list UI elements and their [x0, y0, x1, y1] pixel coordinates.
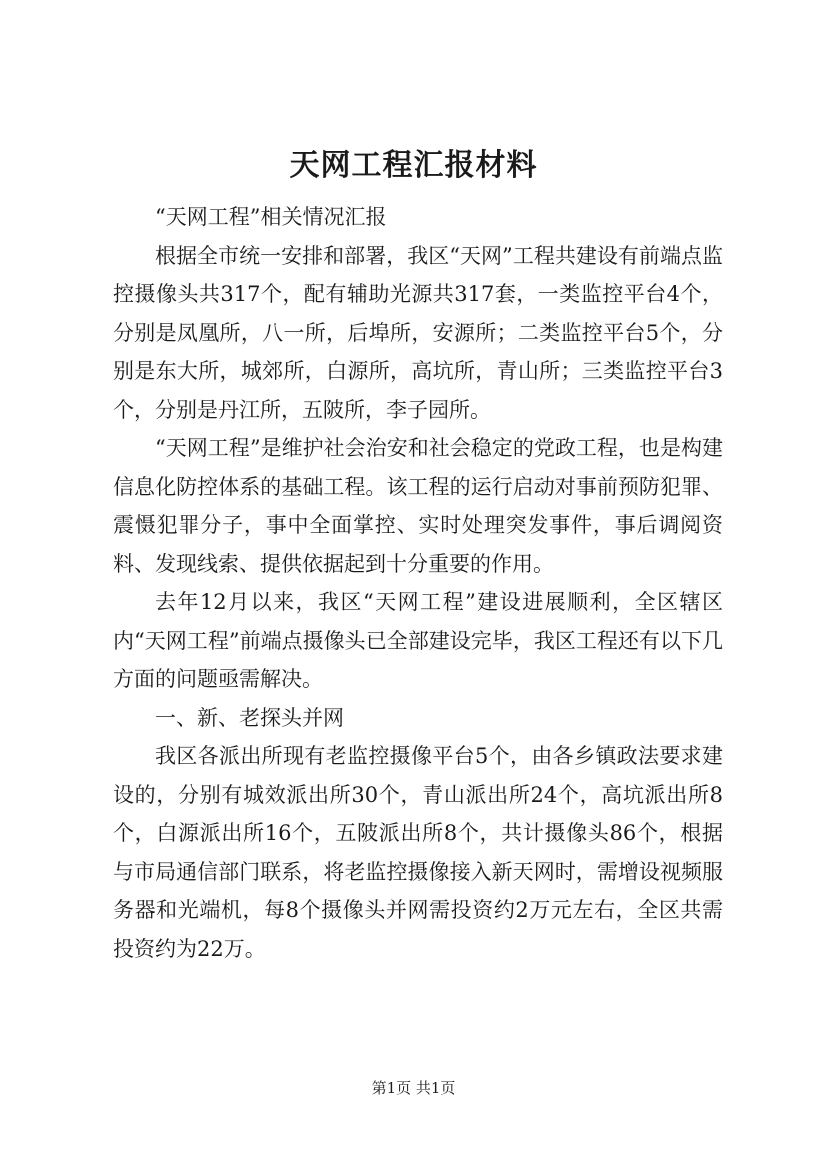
paragraph: 根据全市统一安排和部署，我区“天网”工程共建设有前端点监控摄像头共317个，配有辅助光源共317套，一类监控平台4个，分别是凤凰所，八一所，后埠所，安源所；二类监控平台5个，分别是东大所，城郊所，白源所，高坑所，青山所；三类监控平台3个，分别是丹江所，五陂所，李子园所。: [113, 243, 723, 422]
paragraph: 去年12月以来，我区“天网工程”建设进展顺利，全区辖区内“天网工程”前端点摄像头已全部建设完毕，我区工程还有以下几方面的问题亟需解决。: [113, 590, 723, 691]
paragraph: 我区各派出所现有老监控摄像平台5个，由各乡镇政法要求建设的，分别有城效派出所30个，青山派出所24个，高坑派出所8个，白源派出所16个，五陂派出所8个，共计摄像头86个，根据与市局通信部门联系，将老监控摄像接入新天网时，需增设视频服务器和光端机，每8个摄像头并网需投资约2万元左右，全区共需投资约为22万。: [113, 744, 723, 961]
paragraph: “天网工程”是维护社会治安和社会稳定的党政工程，也是构建信息化防控体系的基础工程。该工程的运行启动对事前预防犯罪、震慑犯罪分子，事中全面掌控、实时处理突发事件，事后调阅资料、发现线索、提供依据起到十分重要的作用。: [113, 436, 723, 576]
section-heading: 一、新、老探头并网: [155, 705, 344, 730]
document-title: 天网工程汇报材料: [289, 148, 538, 183]
document-body: [113, 198, 723, 968]
page-footer: 第1页 共1页: [371, 1079, 456, 1097]
section-heading: “天网工程”相关情况汇报: [155, 205, 387, 229]
